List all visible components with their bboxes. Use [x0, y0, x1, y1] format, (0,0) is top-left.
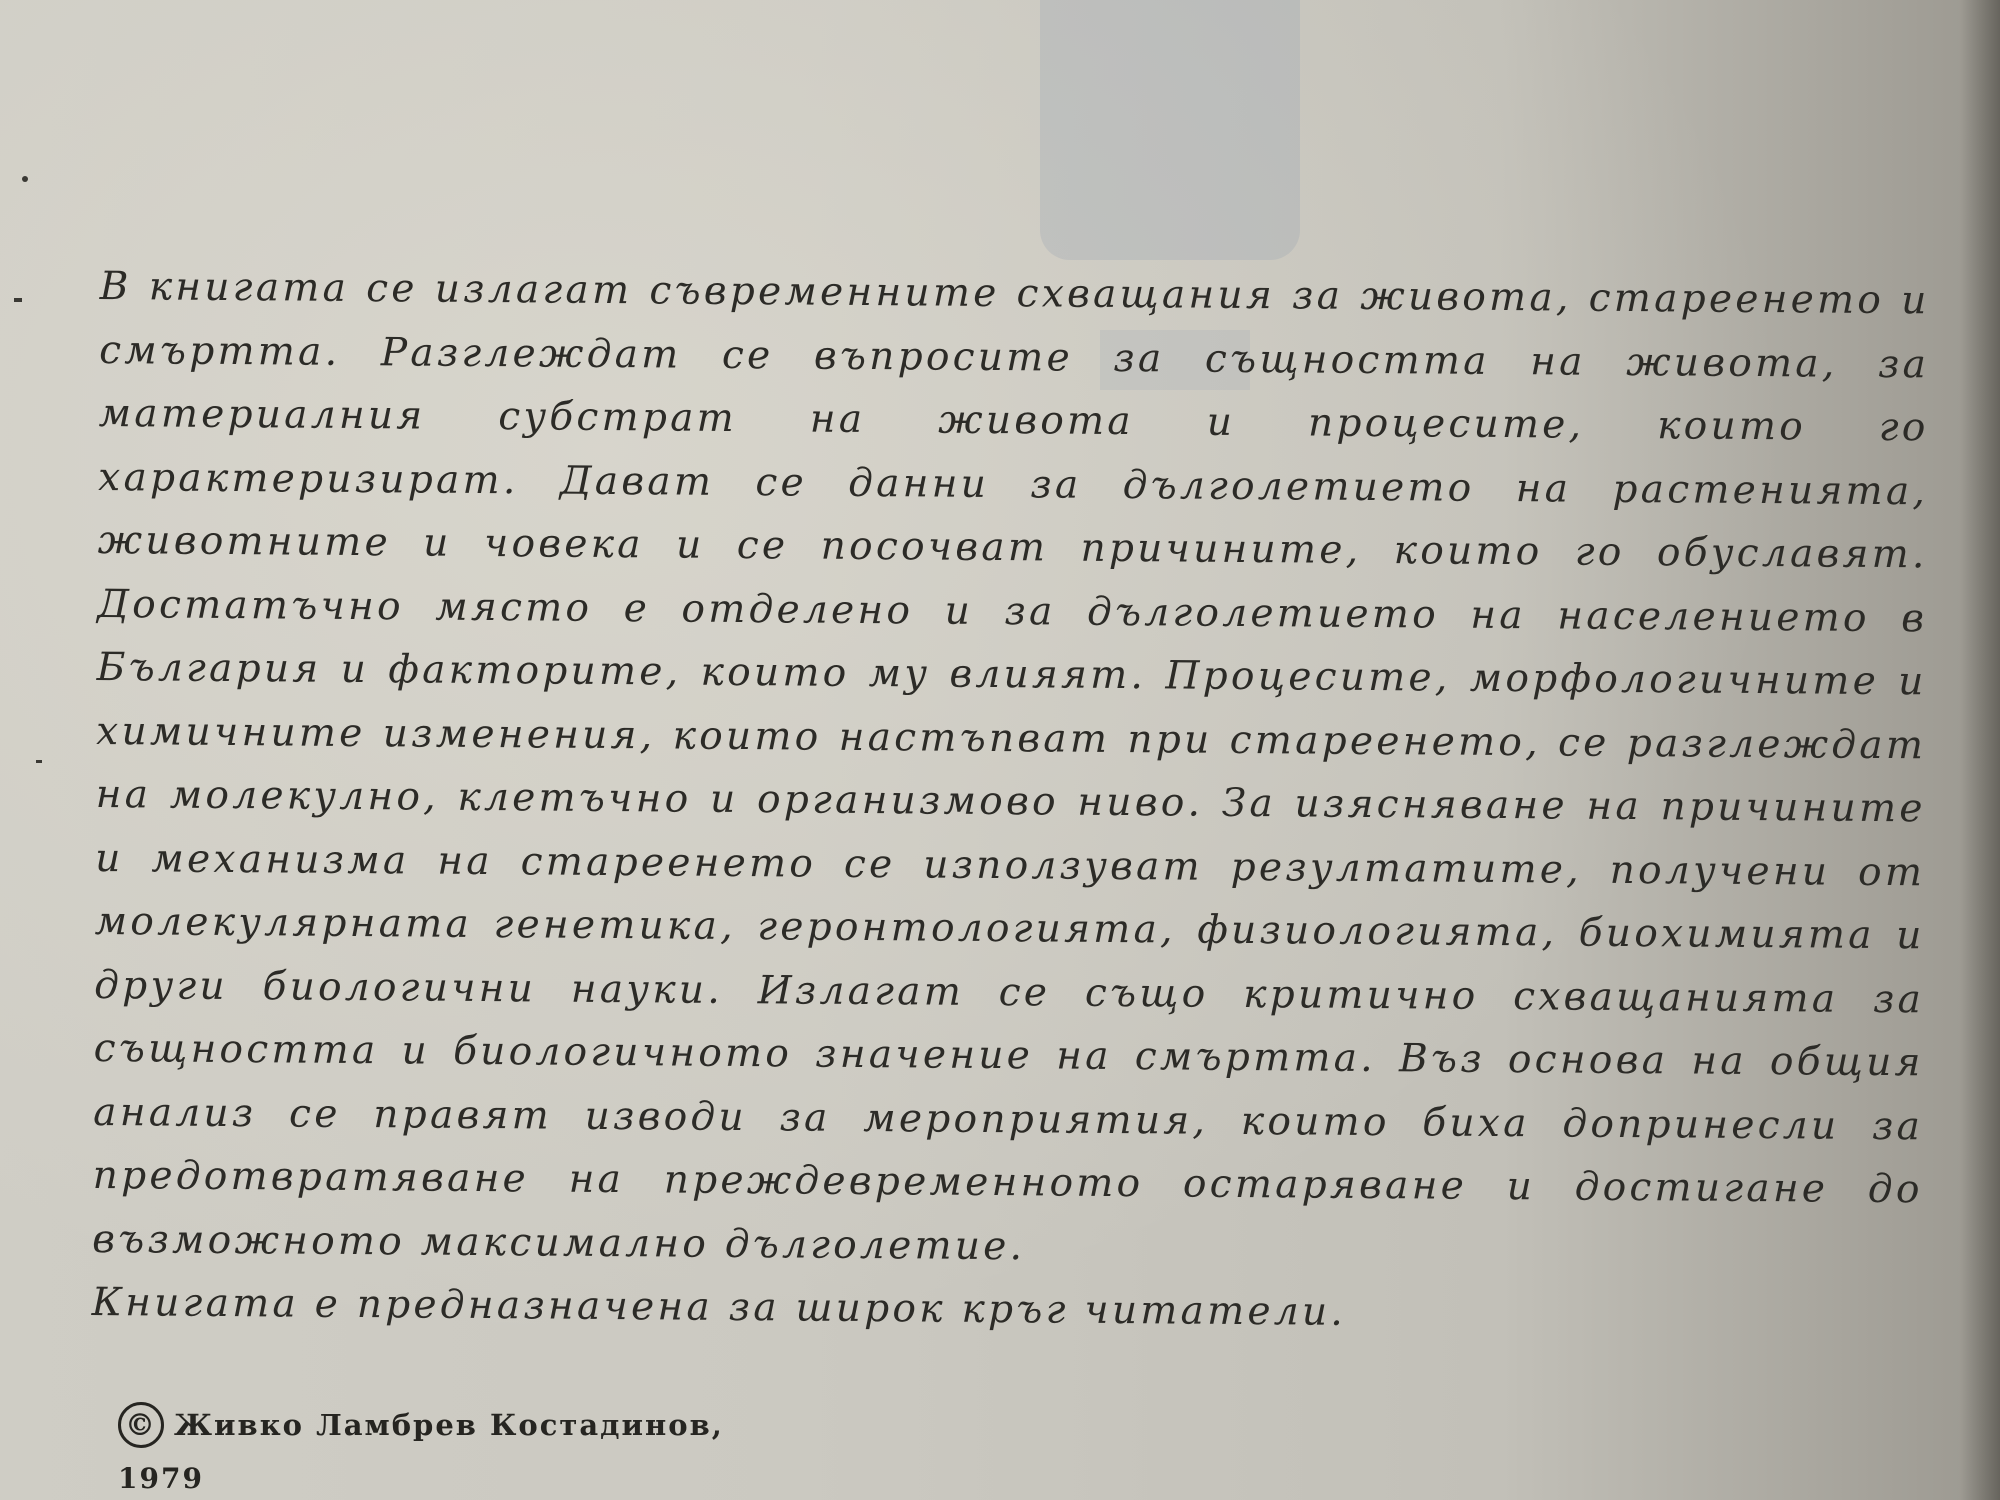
copyright-symbol: © — [118, 1402, 164, 1448]
audience-line: Книгата е предназначена за широк кръг читатели. — [91, 1279, 1347, 1335]
margin-mark — [36, 760, 42, 763]
annotation-text — [92, 255, 1930, 1349]
bleed-through-image — [1040, 0, 1300, 260]
page-edge-shadow — [1960, 0, 2000, 1500]
annotation-paragraph: В книгата се излагат съвременните схващания за живота, стареенето и смъртта. Разглеждат се въпросите за същността на живота, за материалния субстрат на живота и процесите, които го характеризират. Дават се данни за дълголетието на растенията, животните и човека и се посочват причините, които го обуславят. Достатъчно място е отделено и за дълголетието на населението в България и факторите, които му влияят. Процесите, морфологичните и химичните изменения, които настъпват при стареенето, се разглеждат на молекулно, клетъчно и организмово ниво. За изясняване на причините и механизма на стареенето се използуват резултатите, получени от молекулярната генетика, геронтологията, физиологията, биохимията и други биологични науки. Излагат се също критично схващанията за същността и биологичното значение на смъртта. Въз основа на общия анализ се правят изводи за мероприятия, които биха допринесли за предотвратяване на преждевременното остаряване и достигане до възможното максимално дълголетие. — [92, 263, 1930, 1269]
copyright-line — [118, 1402, 724, 1448]
copyright-year: 1979 — [118, 1462, 204, 1495]
copyright-author: Живко Ламбрев Костадинов, — [174, 1408, 724, 1442]
margin-mark — [22, 176, 28, 182]
margin-mark — [14, 298, 22, 302]
